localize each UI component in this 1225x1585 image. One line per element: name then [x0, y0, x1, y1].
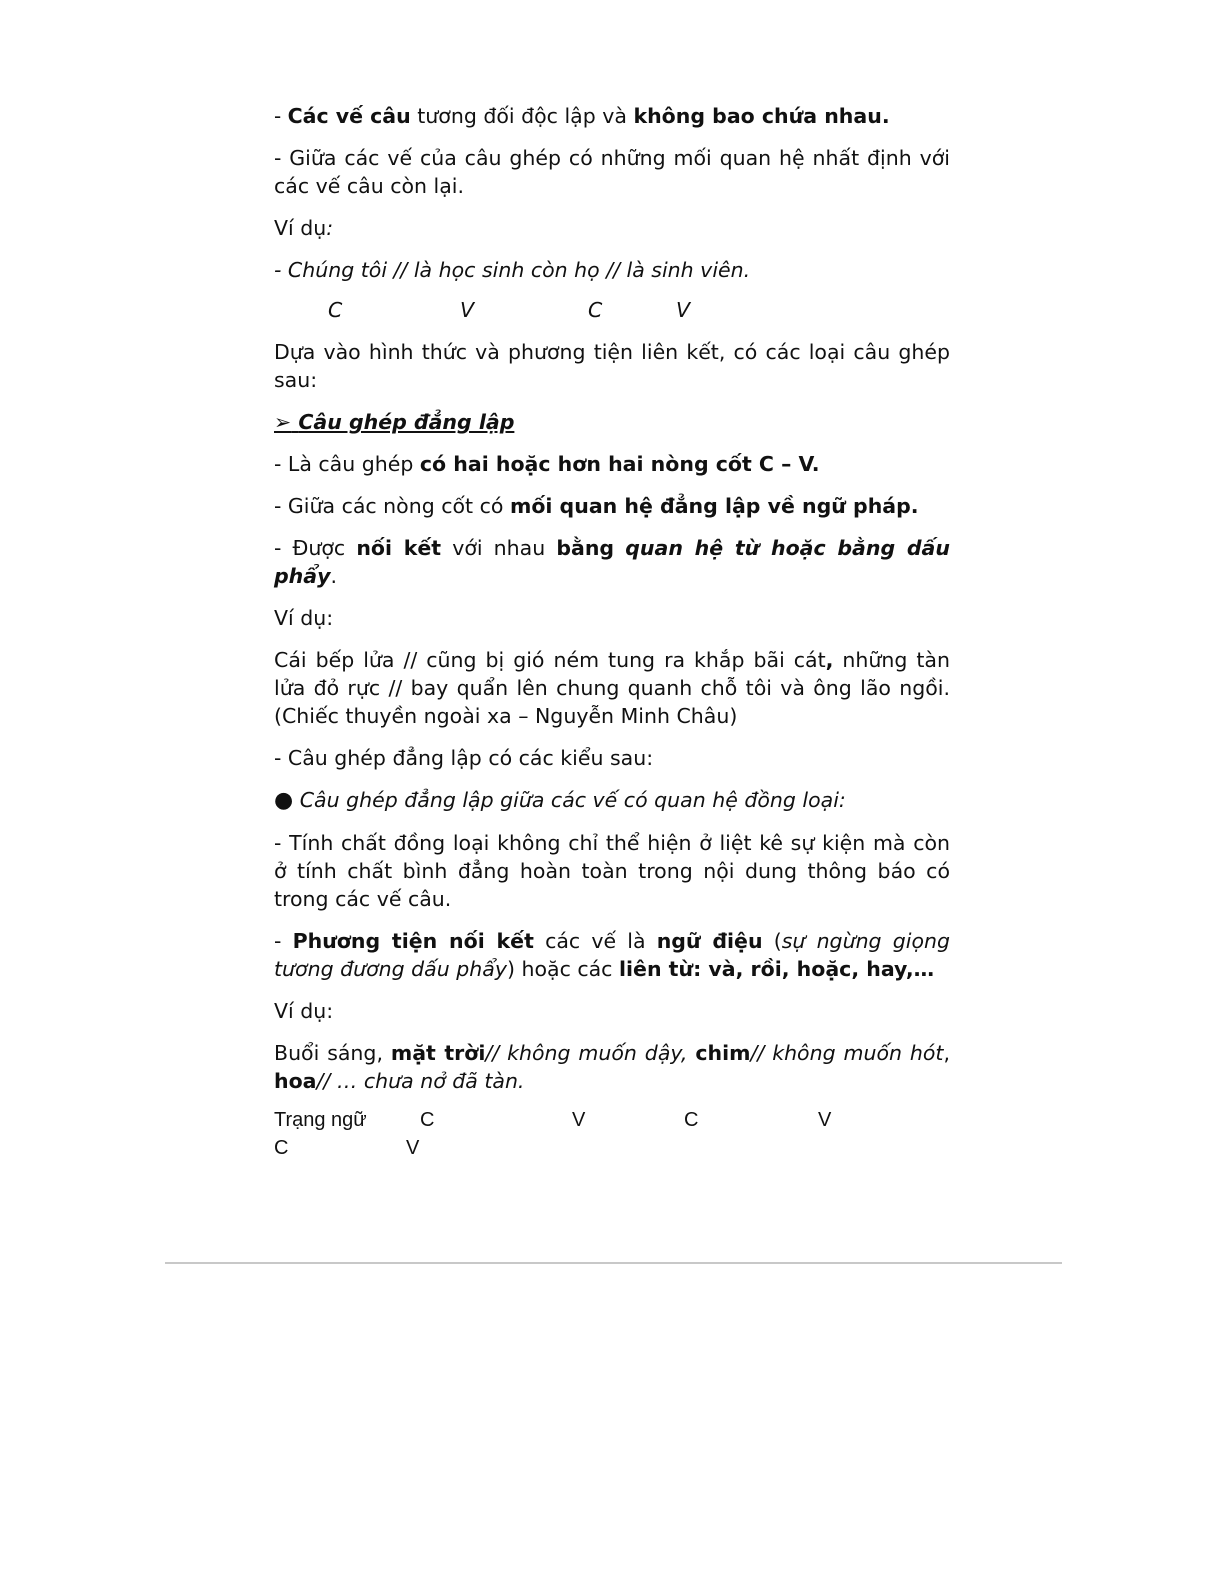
definition-2: - Giữa các nòng cốt có mối quan hệ đẳng lập về ngữ pháp.: [274, 494, 919, 518]
types-intro: - Câu ghép đẳng lập có các kiểu sau:: [274, 746, 654, 770]
paragraph-classify-intro: Dựa vào hình thức và phương tiện liên kết, có các loại câu ghép sau:: [274, 340, 950, 392]
definition-1: - Là câu ghép có hai hoặc hơn hai nòng cốt C – V.: [274, 452, 820, 476]
example-label: Ví dụ:: [274, 216, 334, 240]
cv-label: V: [676, 298, 691, 322]
bullet-icon: ●: [274, 788, 294, 813]
heading-text: Câu ghép đẳng lập: [298, 410, 515, 434]
definition-3: - Được nối kết với nhau bằng quan hệ từ hoặc bằng dấu phẩy.: [274, 536, 950, 588]
paragraph-clause-relations: - Giữa các vế của câu ghép có những mối quan hệ nhất định với các vế câu còn lại.: [274, 146, 950, 198]
cv-label: C: [588, 298, 603, 322]
cv-label: V: [460, 298, 475, 322]
example-label: Ví dụ:: [274, 999, 334, 1023]
example-label: Ví dụ:: [274, 606, 334, 630]
paragraph-independent-clauses: - Các vế câu tương đối độc lập và không bao chứa nhau.: [274, 104, 890, 128]
page-footer-divider: [165, 1262, 1062, 1264]
cv-label: C: [684, 1109, 699, 1131]
adverbial-label: Trạng ngữ: [274, 1109, 367, 1131]
cv-label: V: [572, 1109, 586, 1131]
example-sentence: - Chúng tôi // là học sinh còn họ // là sinh viên.: [274, 258, 751, 282]
document-body: [274, 102, 950, 1165]
example-3-sentence: Buổi sáng, mặt trời// không muốn dậy, chim// không muốn hót, hoa// … chưa nở đã tàn.: [274, 1041, 950, 1093]
cv-label: V: [818, 1109, 832, 1131]
cv-label: C: [328, 298, 343, 322]
subject-verb-labels: [274, 298, 950, 326]
cv-label: C: [420, 1109, 435, 1131]
example-quote: Cái bếp lửa // cũng bị gió ném tung ra khắp bãi cát, những tàn lửa đỏ rực // bay quẩn lên chung quanh chỗ tôi và ông lão ngồi. (Chiếc thuyền ngoài xa – Nguyễn Minh Châu): [274, 648, 950, 728]
cv-label: V: [406, 1137, 420, 1159]
subject-verb-labels-2: [274, 1109, 950, 1165]
arrow-icon: ➢: [274, 410, 292, 434]
section-heading: [274, 408, 950, 436]
type-1-description: - Tính chất đồng loại không chỉ thể hiện ở liệt kê sự kiện mà còn ở tính chất bình đẳng hoàn toàn trong nội dung thông báo có trong các vế câu.: [274, 831, 950, 911]
type-1-heading: ● Câu ghép đẳng lập giữa các vế có quan hệ đồng loại:: [274, 788, 846, 813]
type-1-means: - Phương tiện nối kết các vế là ngữ điệu (sự ngừng giọng tương đương dấu phẩy) hoặc các liên từ: và, rồi, hoặc, hay,…: [274, 929, 950, 981]
cv-label: C: [274, 1137, 289, 1159]
